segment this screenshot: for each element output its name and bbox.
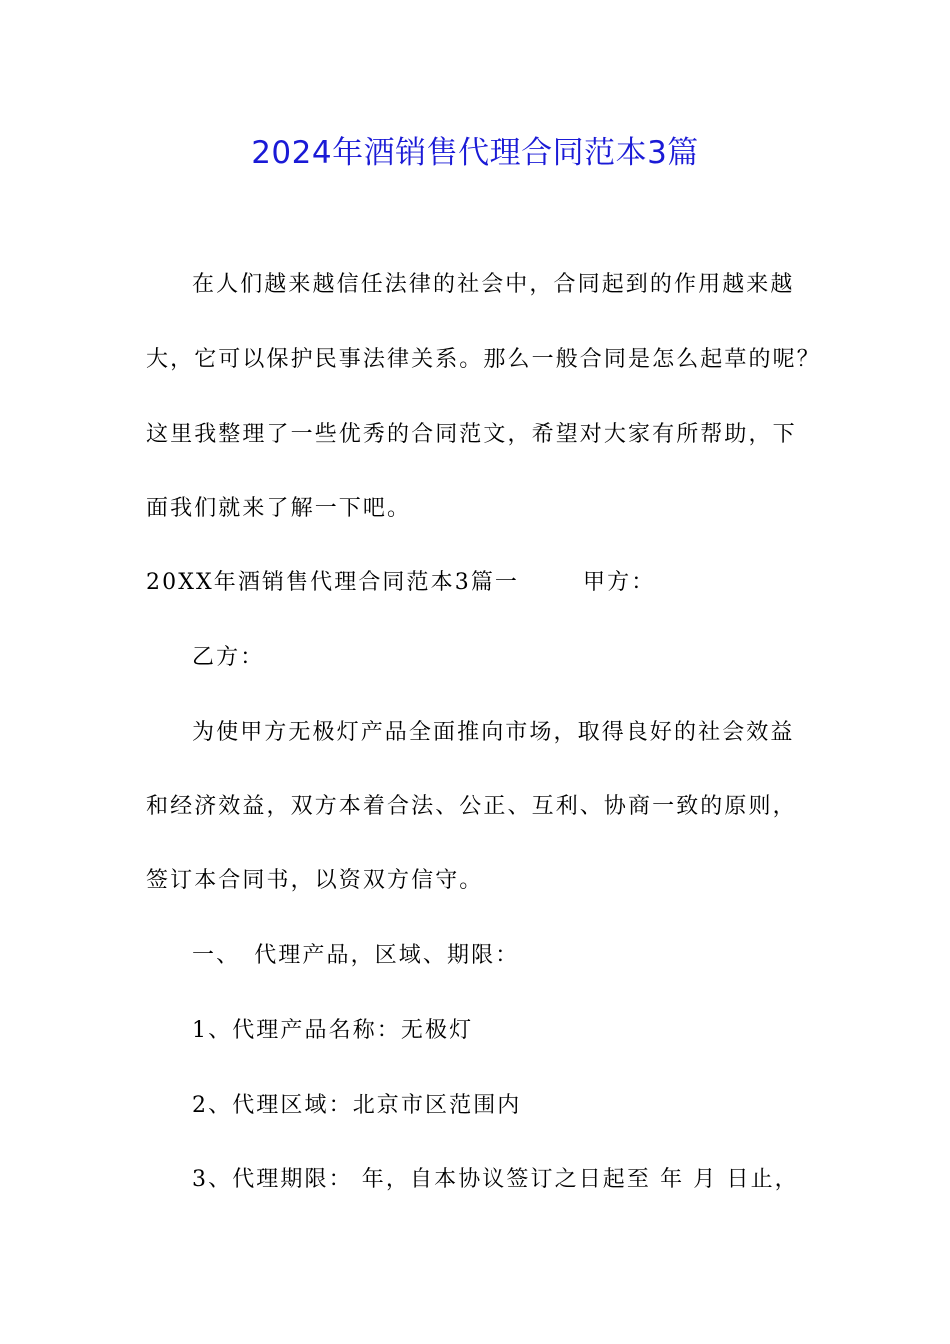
item-2: 2、代理区域：北京市区范围内 — [192, 1093, 522, 1118]
party-a-label: 甲方： — [583, 570, 656, 595]
clause-1-number: 一、 — [192, 943, 241, 968]
item-3: 3、代理期限： 年，自本协议签订之日起至 年 月 日止， — [192, 1167, 799, 1192]
section-heading: 20XX年酒销售代理合同范本3篇一 — [146, 570, 520, 595]
purpose-line-2: 和经济效益，双方本着合法、公正、互利、协商一致的原则， — [146, 794, 797, 819]
purpose-line-3: 签订本合同书，以资双方信守。 — [146, 868, 484, 893]
clause-1-heading — [192, 941, 882, 971]
party-b-label: 乙方： — [192, 645, 265, 670]
intro-line-4: 面我们就来了解一下吧。 — [146, 496, 412, 521]
intro-line-1: 在人们越来越信任法律的社会中，合同起到的作用越来越 — [192, 272, 795, 297]
clause-1-title: 代理产品，区域、期限： — [254, 943, 520, 968]
document-title: 2024年酒销售代理合同范本3篇 — [251, 135, 699, 171]
intro-line-3: 这里我整理了一些优秀的合同范文，希望对大家有所帮助，下 — [146, 422, 797, 447]
section-heading-line — [146, 568, 836, 598]
intro-line-2: 大，它可以保护民事法律关系。那么一般合同是怎么起草的呢？ — [146, 347, 821, 372]
purpose-line-1: 为使甲方无极灯产品全面推向市场，取得良好的社会效益 — [192, 720, 795, 745]
item-1: 1、代理产品名称：无极灯 — [192, 1018, 474, 1043]
